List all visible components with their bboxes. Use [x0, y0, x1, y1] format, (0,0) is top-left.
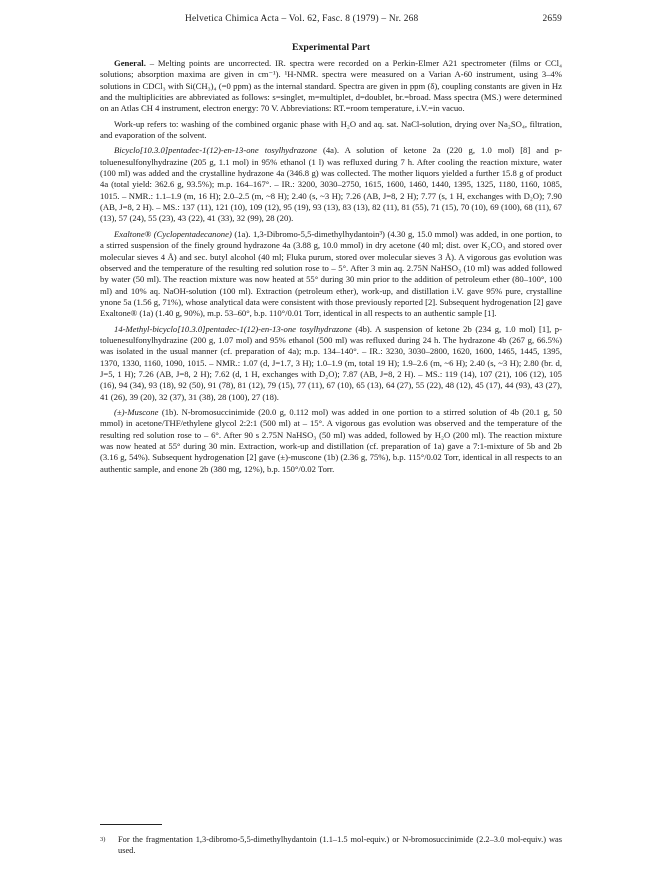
paragraph-text: (4b). A suspension of ketone 2b (234 g, 1.0 mol) [1], p-toluenesulfonylhydrazine (200 g, 1.07 mol) and 95% ethanol (500 ml) was refluxed during 24 h. The hydrazone 4b (267 g, 66.5%) was isolated in the usual manner (cf. preparation of 4a); m.p. 134–140°. – IR.: 3230, 3030–2800, 1620, 1600, 1465, 1445, 1395, 1370, 1330, 1160, 1090, 1015. – NMR.: 1.07 (d, J=1.7, 3 H); 1.0–1.9 (m, total 19 H); 1.9–2.6 (m, ~6 H); 2.40 (s, ~3 H); 2.80 (br. d, J=5, 1 H); 7.26 (AB, J=8, 2 H); 7.62 (d, 1 H, exchanges with D₂O); 7.87 (AB, J=8, 2 H). – MS.: 119 (14), 107 (21), 106 (12), 105 (16), 94 (34), 93 (18), 92 (50), 91 (78), 81 (12), 79 (15), 77 (11), 67 (10), 65 (13), 64 (27), 55 (22), 48 (12), 45 (17), 44 (93), 43 (27), 41 (26), 39 (20), 32 (37), 31 (38), 28 (100), 27 (18).	[100, 323, 562, 402]
compound-name: (±)-Muscone	[114, 406, 159, 417]
paragraph-workup	[100, 119, 562, 142]
paragraph-lead: General.	[114, 58, 146, 68]
article-body	[100, 58, 562, 475]
paragraph-general	[100, 58, 562, 115]
footnote-divider	[100, 824, 162, 825]
paragraph-muscone	[100, 407, 562, 475]
paragraph-exaltone	[100, 229, 562, 320]
journal-citation: Helvetica Chimica Acta – Vol. 62, Fasc. 8 (1979) – Nr. 268	[185, 14, 419, 24]
compound-name: 14-Methyl-bicyclo[10.3.0]pentadec-1(12)-en-13-one tosylhydrazone	[114, 323, 352, 334]
footnote	[100, 834, 562, 856]
footnote-mark: 3)	[100, 836, 106, 843]
paragraph-text: (1a). 1,3-Dibromo-5,5-dimethylhydantoin³) (4.30 g, 15.0 mmol) was added, in one portion, to a stirred suspension of the finely ground hydrazone 4a (3.88 g, 10.0 mmol) in dry acetone (40 ml; dist. over K₂CO₃ and stored over molecular sieves 4 Å) and sec. butyl alcohol (40 ml; Fluka purum, stored over molecular sieves 3 Å). A vigorous gas evolution was observed and the temperature of the resulting red solution rose to – 5°. After 3 min aq. 2.75N NaHSO₃ (10 ml) was added followed by water (50 ml). The reaction mixture was now heated at 55° during 30 min prior to the addition of petroleum ether (80–100°, 100 ml) and 10% aq. NaOH-solution (100 ml). Extraction (petroleum ether), work-up, and distillation i.V. gave 95% pure, crystalline ynone 5a (1.56 g, 71%), whose analytical data were consistent with those previously reported [2]. Subsequent hydrogenation [2] gave Exaltone® (1a) (1.40 g, 90%), m.p. 53–60°, b.p. 110°/0.01 Torr, identical in all respects to an authentic sample [1].	[100, 228, 562, 319]
paragraph-text: – Melting points are uncorrected. IR. spectra were recorded on a Perkin-Elmer A21 spectrometer (films or CCl₄ solutions; absorption maxima are given in cm⁻¹). ¹H-NMR. spectra were measured on a Varian A-60 instrument, using 3–4% solutions in CDCl₃ with Si(CH₃)₄ (=0 ppm) as the internal standard. Spectra are given in ppm (δ), coupling constants are given in Hz and the multiplicities are abbreviated as follows: s=singlet, m=multiplet, d=doublet, br.=broad. Mass spectra (MS.) were determined on an Atlas CH 4 instrument, electron energy: 70 V. Abbreviations: RT.=room temperature, i.V.=in vacuo.	[100, 58, 562, 114]
paragraph-compound-4a	[100, 145, 562, 224]
footnote-text: For the fragmentation 1,3-dibromo-5,5-dimethylhydantoin (1.1–1.5 mol-equiv.) or N-bromosuccinimide (2.2–3.0 mol-equiv.) was used.	[118, 835, 562, 856]
page-number: 2659	[542, 14, 562, 24]
compound-name: Exaltone® (Cyclopentadecanone)	[114, 228, 232, 239]
paragraph-text: Work-up refers to: washing of the combined organic phase with H₂O and aq. sat. NaCl-solution, drying over Na₂SO₄, filtration, and evaporation of the solvent.	[100, 118, 562, 141]
compound-name: Bicyclo[10.3.0]pentadec-1(12)-en-13-one tosylhydrazone	[114, 145, 317, 156]
running-header	[100, 14, 562, 28]
paragraph-text: (1b). N-bromosuccinimide (20.0 g, 0.112 mol) was added in one portion to a stirred solution of 4b (20.1 g, 50 mmol) in acetone/THF/ethylene glycol 2:2:1 (500 ml) at – 15°. A vigorous gas evolution was observed and the temperature of the resulting red solution rose to – 6°. After 90 s 2.75N NaHSO₃ (50 ml) was added, followed by H₂O (200 ml). The reaction mixture was now heated at 55° during 30 min. Extraction, work-up and distillation (cf. preparation of 1a) gave a 7:1-mixture of 5b and 2b (3.16 g, 54%). Subsequent hydrogenation [2] gave (±)-muscone (1b) (2.36 g, 75%), b.p. 115°/0.02 Torr, identical in all respects to an authentic sample, and enone 2b (380 mg, 12%), b.p. 150°/0.02 Torr.	[100, 406, 562, 474]
section-title: Experimental Part	[291, 42, 371, 53]
paragraph-text: (4a). A solution of ketone 2a (220 g, 1.0 mol) [8] and p-toluenesulfonylhydrazine (205 g, 1.1 mol) in 95% ethanol (1 l) was refluxed during 7 h. After cooling the reaction mixture, water (100 ml) was added and the crystalline hydrazone 4a (346.8 g) was collected. The mother liquors yielded a further 15.8 g of product 4a (total yield: 362.6 g, 93.5%); m.p. 164–167°. – IR.: 3200, 3030–2750, 1615, 1600, 1460, 1440, 1395, 1325, 1180, 1160, 1085, 1015. – NMR.: 1.1–1.9 (m, 16 H); 2.0–2.5 (m, ~8 H); 2.40 (s, ~3 H); 7.26 (AB, J=8, 2 H); 7.77 (s, 1 H, exchanges with D₂O); 7.90 (AB, J=8, 2 H). – MS.: 137 (11), 121 (10), 109 (12), 95 (19), 93 (13), 83 (13), 82 (11), 81 (55), 71 (15), 70 (10), 69 (100), 68 (11), 67 (13), 57 (24), 55 (23), 43 (22), 41 (33), 32 (99), 28 (20).	[100, 145, 562, 224]
paragraph-compound-4b	[100, 324, 562, 403]
